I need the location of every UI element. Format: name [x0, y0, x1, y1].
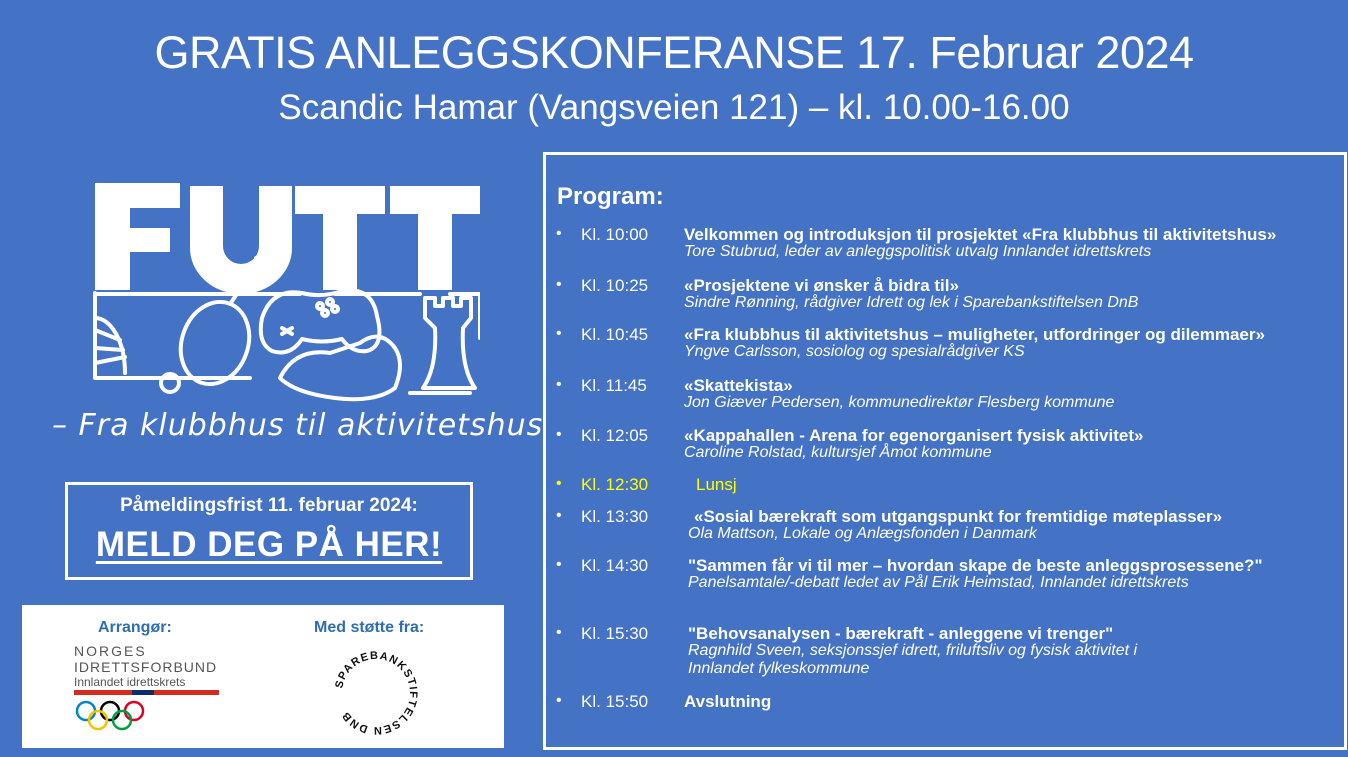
- bullet-icon: •: [556, 692, 562, 709]
- item-speaker: Yngve Carlsson, sosiolog og spesialrådgiver KS: [684, 343, 1025, 360]
- dnb-foundation-logo: [320, 637, 432, 749]
- item-speaker: Sindre Rønning, rådgiver Idrett og lek i Sparebankstiftelsen DnB: [684, 294, 1139, 311]
- item-time: Kl. 10:45: [581, 325, 649, 344]
- item-speaker: Ola Mattson, Lokale og Anlægsfonden i Danmark: [688, 525, 1037, 542]
- item-time: Kl. 11:45: [581, 376, 647, 395]
- registration-deadline: Påmeldingsfrist 11. februar 2024:: [120, 495, 418, 516]
- bullet-icon: •: [556, 556, 562, 573]
- item-title: «Prosjektene vi ønsker å bidra til»: [684, 276, 959, 295]
- bullet-icon: •: [556, 225, 562, 242]
- item-title: "Behovsanalysen - bærekraft - anleggene vi trenger": [688, 624, 1114, 643]
- supporter-label: Med støtte fra:: [314, 619, 425, 636]
- item-time: Kl. 12:05: [581, 426, 649, 445]
- organizer-label: Arrangør:: [98, 619, 172, 636]
- bullet-icon: •: [556, 376, 562, 393]
- item-title: Velkommen og introduksjon til prosjektet «Fra klubbhus til aktivitetshus»: [684, 225, 1277, 244]
- item-time: Kl. 14:30: [581, 556, 649, 575]
- item-speaker: Ragnhild Sveen, seksjonssjef idrett, friluftsliv og fysisk aktivitet i: [688, 642, 1138, 659]
- register-link[interactable]: MELD DEG PÅ HER!: [95, 525, 443, 564]
- item-title: «Fra klubbhus til aktivitetshus – muligheter, utfordringer og dilemmaer»: [684, 325, 1265, 344]
- svg-text:SPAREBANKSTIFTELSEN DNB: SPAREBANKSTIFTELSEN DNB: [333, 649, 420, 737]
- bullet-icon: •: [556, 426, 562, 443]
- page-title: GRATIS ANLEGGSKONFERANSE 17. Februar 2024: [154, 27, 1194, 78]
- item-speaker: Panelsamtale/-debatt ledet av Pål Erik Heimstad, Innlandet idrettskrets: [688, 574, 1189, 591]
- item-title: «Kappahallen - Arena for egenorganisert fysisk aktivitet»: [684, 426, 1144, 445]
- item-title: «Sosial bærekraft som utgangspunkt for fremtidige møteplasser»: [694, 507, 1223, 526]
- program-title: Program:: [557, 183, 664, 210]
- bullet-icon: •: [556, 276, 562, 293]
- item-time: Kl. 10:25: [581, 276, 649, 295]
- sponsors-panel: [22, 605, 504, 748]
- item-title: «Skattekista»: [684, 376, 793, 395]
- item-time: Kl. 12:30: [581, 475, 649, 494]
- page-subtitle: Scandic Hamar (Vangsveien 121) – kl. 10.00-16.00: [278, 88, 1070, 127]
- bullet-icon: •: [556, 475, 562, 492]
- item-time: Kl. 10:00: [581, 225, 649, 244]
- bullet-icon: •: [556, 624, 562, 641]
- registration-box: [65, 482, 473, 580]
- item-speaker: Tore Stubrud, leder av anleggspolitisk utvalg Innlandet idrettskrets: [684, 243, 1152, 260]
- item-time: Kl. 13:30: [581, 507, 649, 526]
- item-speaker: Jon Giæver Pedersen, kommunedirektør Flesberg kommune: [684, 394, 1115, 411]
- item-title: Lunsj: [696, 475, 737, 494]
- bullet-icon: •: [556, 325, 562, 342]
- nif-logo: NORGES IDRETTSFORBUND Innlandet idrettskrets: [74, 643, 218, 689]
- logo-tagline: – Fra klubbhus til aktivitetshus: [52, 408, 544, 443]
- item-title: "Sammen får vi til mer – hvordan skape de beste anleggsprosessene?": [688, 556, 1263, 575]
- bullet-icon: •: [556, 507, 562, 524]
- program-panel: [543, 152, 1347, 750]
- item-speaker-cont: Innlandet fylkeskommune: [688, 660, 870, 677]
- item-time: Kl. 15:50: [581, 692, 649, 711]
- olympic-rings-icon: [74, 699, 146, 733]
- item-title: Avslutning: [684, 692, 772, 711]
- item-time: Kl. 15:30: [581, 624, 649, 643]
- nif-flag-bar: [74, 690, 219, 695]
- item-speaker: Caroline Rolstad, kultursjef Åmot kommune: [684, 444, 992, 461]
